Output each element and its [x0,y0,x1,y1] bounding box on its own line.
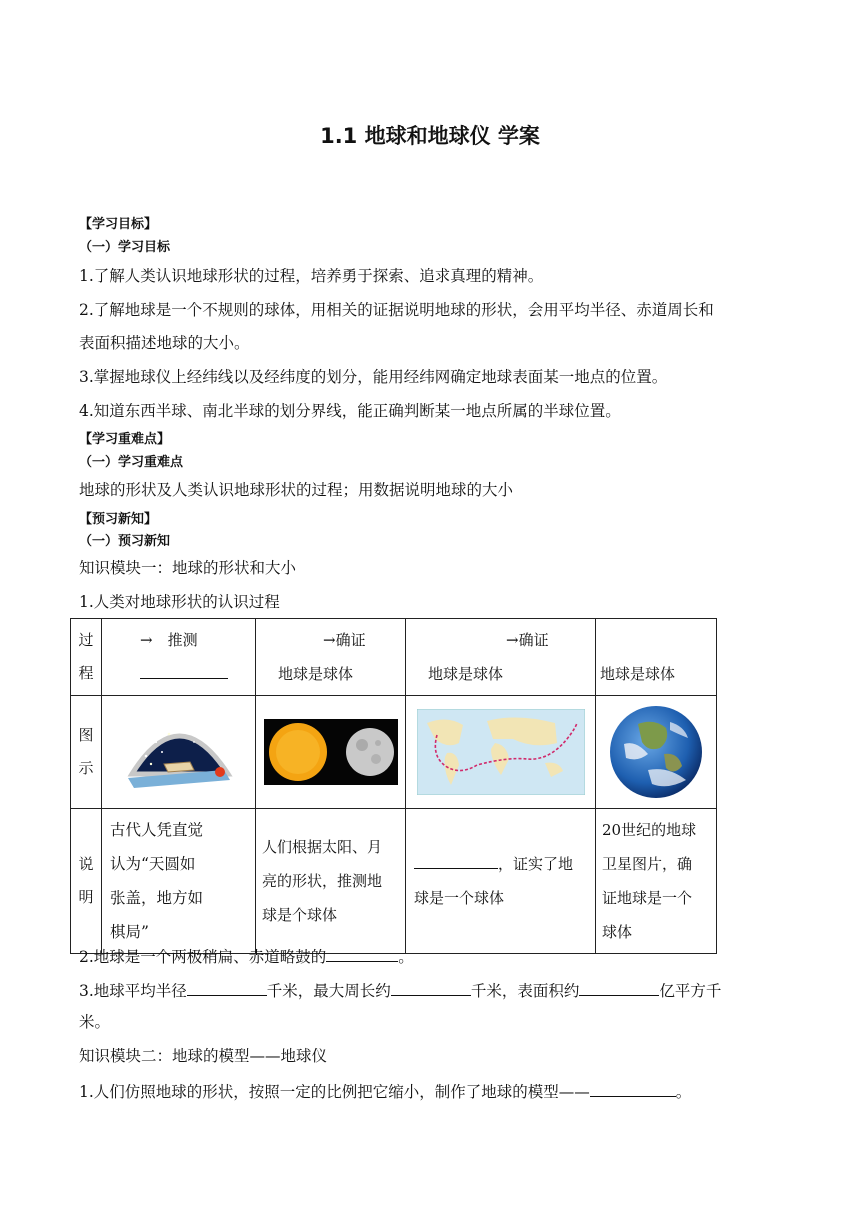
question-2-text: 2.地球是一个两极稍扁、赤道略鼓的 [79,948,327,966]
figure-cell-2 [256,696,406,809]
question-3 [79,979,790,1001]
sun-moon-icon [264,719,398,785]
key-text: 地球的形状及人类认识地球形状的过程；用数据说明地球的大小 [79,481,514,499]
figure-cell-3 [406,696,596,809]
page-title: 1.1 地球和地球仪 学案 [320,124,540,148]
desc-4-line-3: 证地球是一个 [602,889,693,907]
process-cell-2 [256,619,406,696]
process-2-top: →确证 [323,631,366,649]
module-2-question-1 [79,1080,790,1102]
goal-2: 2.了解地球是一个不规则的球体，用相关的证据说明地球的形状，会用平均半径、赤道周长和 [79,301,714,319]
row-header-process [71,619,102,696]
question-3-text-d: 亿平方千 [659,982,722,1000]
desc-4-line-4: 球体 [602,923,633,941]
module-1-title: 知识模块一：地球的形状和大小 [79,559,297,577]
goal-1: 1.了解人类认识地球形状的过程，培养勇于探索、追求真理的精神。 [79,267,544,285]
desc-1-line-4: 棋局” [110,923,149,941]
question-2-blank[interactable] [326,945,398,962]
desc-4-line-1: 20世纪的地球 [602,821,697,839]
question-3-blank-2[interactable] [391,979,471,996]
desc-2-line-2: 亮的形状，推测地 [262,872,383,890]
question-3-text-b: 千米，最大周长约 [266,982,391,1000]
subsection-preview: （一）预习新知 [79,534,171,549]
desc-4-line-2: 卫星图片，确 [602,855,693,873]
world-map-route-icon [417,709,585,795]
row-header-desc-label: 说明 [78,855,94,906]
row-header-figure [71,696,102,809]
desc-3-tail: ，证实了地 [498,855,574,873]
goal-3: 3.掌握地球仪上经纬线以及经纬度的划分，能用经纬网确定地球表面某一地点的位置。 [79,368,668,386]
desc-2-line-1: 人们根据太阳、月 [262,838,383,856]
question-3-text-a: 3.地球平均半径 [79,982,187,1000]
figure-cell-1 [102,696,256,809]
row-header-figure-label: 图示 [78,726,94,777]
desc-cell-1 [102,809,256,954]
subsection-goals: （一）学习目标 [79,240,171,255]
row-header-desc [71,809,102,954]
process-cell-4 [596,619,717,696]
process-2-bottom: 地球是球体 [278,665,354,683]
section-header-key: 【学习重难点】 [79,432,171,447]
desc-1-line-1: 古代人凭直觉 [110,821,204,839]
row-header-process-label: 过程 [78,631,94,682]
question-2-end: 。 [398,948,414,966]
desc-1-line-2: 认为“天圆如 [110,855,196,873]
question-3-cont: 米。 [79,1013,111,1031]
module-2-title: 知识模块二：地球的模型——地球仪 [79,1047,328,1065]
process-cell-1 [102,619,256,696]
question-2 [79,945,790,967]
module-2-question-1-blank[interactable] [590,1080,676,1097]
question-3-blank-3[interactable] [579,979,659,996]
sky-dome-icon [124,712,234,792]
process-3-top: →确证 [506,631,549,649]
desc-1-line-3: 张盖，地方如 [110,889,204,907]
figure-cell-4 [596,696,717,809]
desc-3-blank[interactable] [414,852,498,869]
process-3-bottom: 地球是球体 [428,665,504,683]
earth-icon [608,704,704,800]
goal-2-cont: 表面积描述地球的大小。 [79,334,250,352]
module-1-item-1: 1.人类对地球形状的认识过程 [79,593,280,611]
desc-2-line-3: 球是个球体 [262,906,338,924]
section-header-goals: 【学习目标】 [79,217,158,232]
question-3-blank-1[interactable] [187,979,267,996]
goal-4: 4.知道东西半球、南北半球的划分界线，能正确判断某一地点所属的半球位置。 [79,402,621,420]
process-1-blank[interactable] [140,662,228,679]
process-1-text: → 推测 [140,631,198,649]
desc-3-line-2: 球是一个球体 [414,889,505,907]
desc-cell-3 [406,809,596,954]
section-header-preview: 【预习新知】 [79,512,158,527]
module-2-question-1-text: 1.人们仿照地球的形状，按照一定的比例把它缩小，制作了地球的模型—— [79,1083,590,1101]
module-2-question-1-end: 。 [675,1083,692,1101]
process-cell-3 [406,619,596,696]
desc-cell-4 [596,809,717,954]
process-table [70,618,717,954]
desc-cell-2 [256,809,406,954]
subsection-key: （一）学习重难点 [79,455,184,470]
process-4-bottom: 地球是球体 [600,665,676,683]
moon-icon [346,728,394,776]
question-3-text-c: 千米，表面积约 [470,982,580,1000]
